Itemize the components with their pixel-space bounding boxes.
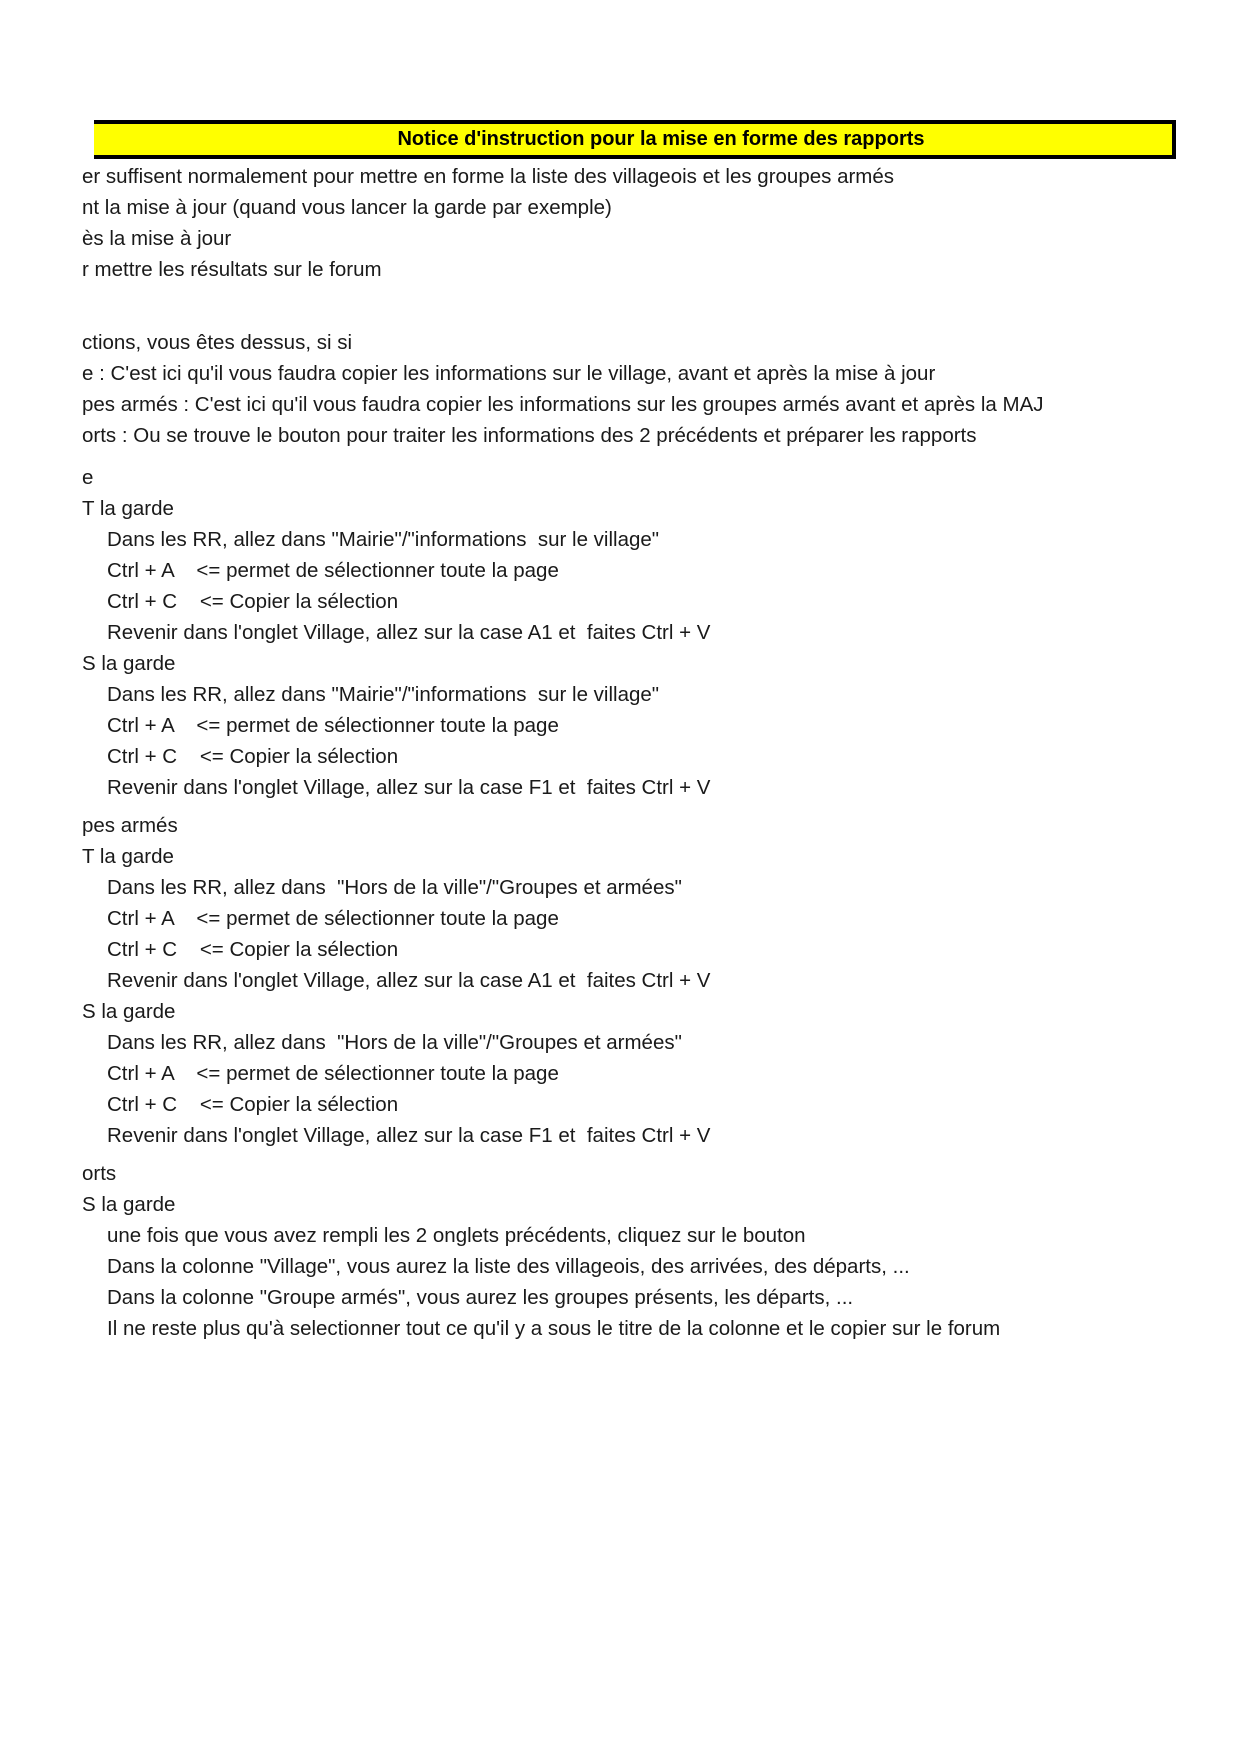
- instruction-step: Dans la colonne "Groupe armés", vous aurez les groupes présents, les départs, ...: [107, 1286, 854, 1309]
- instruction-step: Ctrl + A <= permet de sélectionner toute la page: [107, 559, 559, 582]
- instruction-step: Dans les RR, allez dans "Hors de la ville"/"Groupes et armées": [107, 1031, 682, 1054]
- instruction-step: Ctrl + A <= permet de sélectionner toute la page: [107, 714, 559, 737]
- step-group-label: T la garde: [82, 845, 174, 868]
- instruction-step: Ctrl + C <= Copier la sélection: [107, 938, 399, 961]
- section-heading: orts: [82, 1162, 117, 1185]
- intro-line: r mettre les résultats sur le forum: [82, 258, 382, 281]
- intro-line: ès la mise à jour: [82, 227, 232, 250]
- instruction-step: Dans les RR, allez dans "Mairie"/"informations sur le village": [107, 683, 660, 706]
- section-heading: pes armés: [82, 814, 178, 837]
- instruction-step: Dans les RR, allez dans "Mairie"/"informations sur le village": [107, 528, 660, 551]
- tab-description-line: e : C'est ici qu'il vous faudra copier les informations sur le village, avant et après la mise à jour: [82, 362, 936, 385]
- step-group-label: T la garde: [82, 497, 174, 520]
- instruction-step: Ctrl + A <= permet de sélectionner toute la page: [107, 1062, 559, 1085]
- instruction-step: Ctrl + C <= Copier la sélection: [107, 1093, 399, 1116]
- instruction-step: Revenir dans l'onglet Village, allez sur la case A1 et faites Ctrl + V: [107, 621, 711, 644]
- instruction-step: Revenir dans l'onglet Village, allez sur la case F1 et faites Ctrl + V: [107, 1124, 711, 1147]
- instruction-step: Ctrl + A <= permet de sélectionner toute la page: [107, 907, 559, 930]
- instruction-step: Revenir dans l'onglet Village, allez sur la case A1 et faites Ctrl + V: [107, 969, 711, 992]
- instruction-step: une fois que vous avez rempli les 2 onglets précédents, cliquez sur le bouton: [107, 1224, 806, 1247]
- instruction-step: Revenir dans l'onglet Village, allez sur la case F1 et faites Ctrl + V: [107, 776, 711, 799]
- instruction-step: Dans la colonne "Village", vous aurez la liste des villageois, des arrivées, des départs, ...: [107, 1255, 910, 1278]
- tab-description-line: orts : Ou se trouve le bouton pour traiter les informations des 2 précédents et préparer les rapports: [82, 424, 977, 447]
- page-title: Notice d'instruction pour la mise en forme des rapports: [397, 128, 925, 150]
- step-group-label: S la garde: [82, 1000, 176, 1023]
- step-group-label: S la garde: [82, 1193, 176, 1216]
- instruction-content: [82, 0, 1241, 1754]
- instruction-step: Ctrl + C <= Copier la sélection: [107, 590, 399, 613]
- instruction-step: Il ne reste plus qu'à selectionner tout ce qu'il y a sous le titre de la colonne et le copier sur le forum: [107, 1317, 1001, 1340]
- tab-description-line: ctions, vous êtes dessus, si si: [82, 331, 353, 354]
- intro-line: nt la mise à jour (quand vous lancer la garde par exemple): [82, 196, 612, 219]
- tab-description-line: pes armés : C'est ici qu'il vous faudra copier les informations sur les groupes armés avant et après la MAJ: [82, 393, 1044, 416]
- section-heading: e: [82, 466, 94, 489]
- intro-line: er suffisent normalement pour mettre en forme la liste des villageois et les groupes armés: [82, 165, 895, 188]
- step-group-label: S la garde: [82, 652, 176, 675]
- instruction-step: Dans les RR, allez dans "Hors de la ville"/"Groupes et armées": [107, 876, 682, 899]
- instruction-step: Ctrl + C <= Copier la sélection: [107, 745, 399, 768]
